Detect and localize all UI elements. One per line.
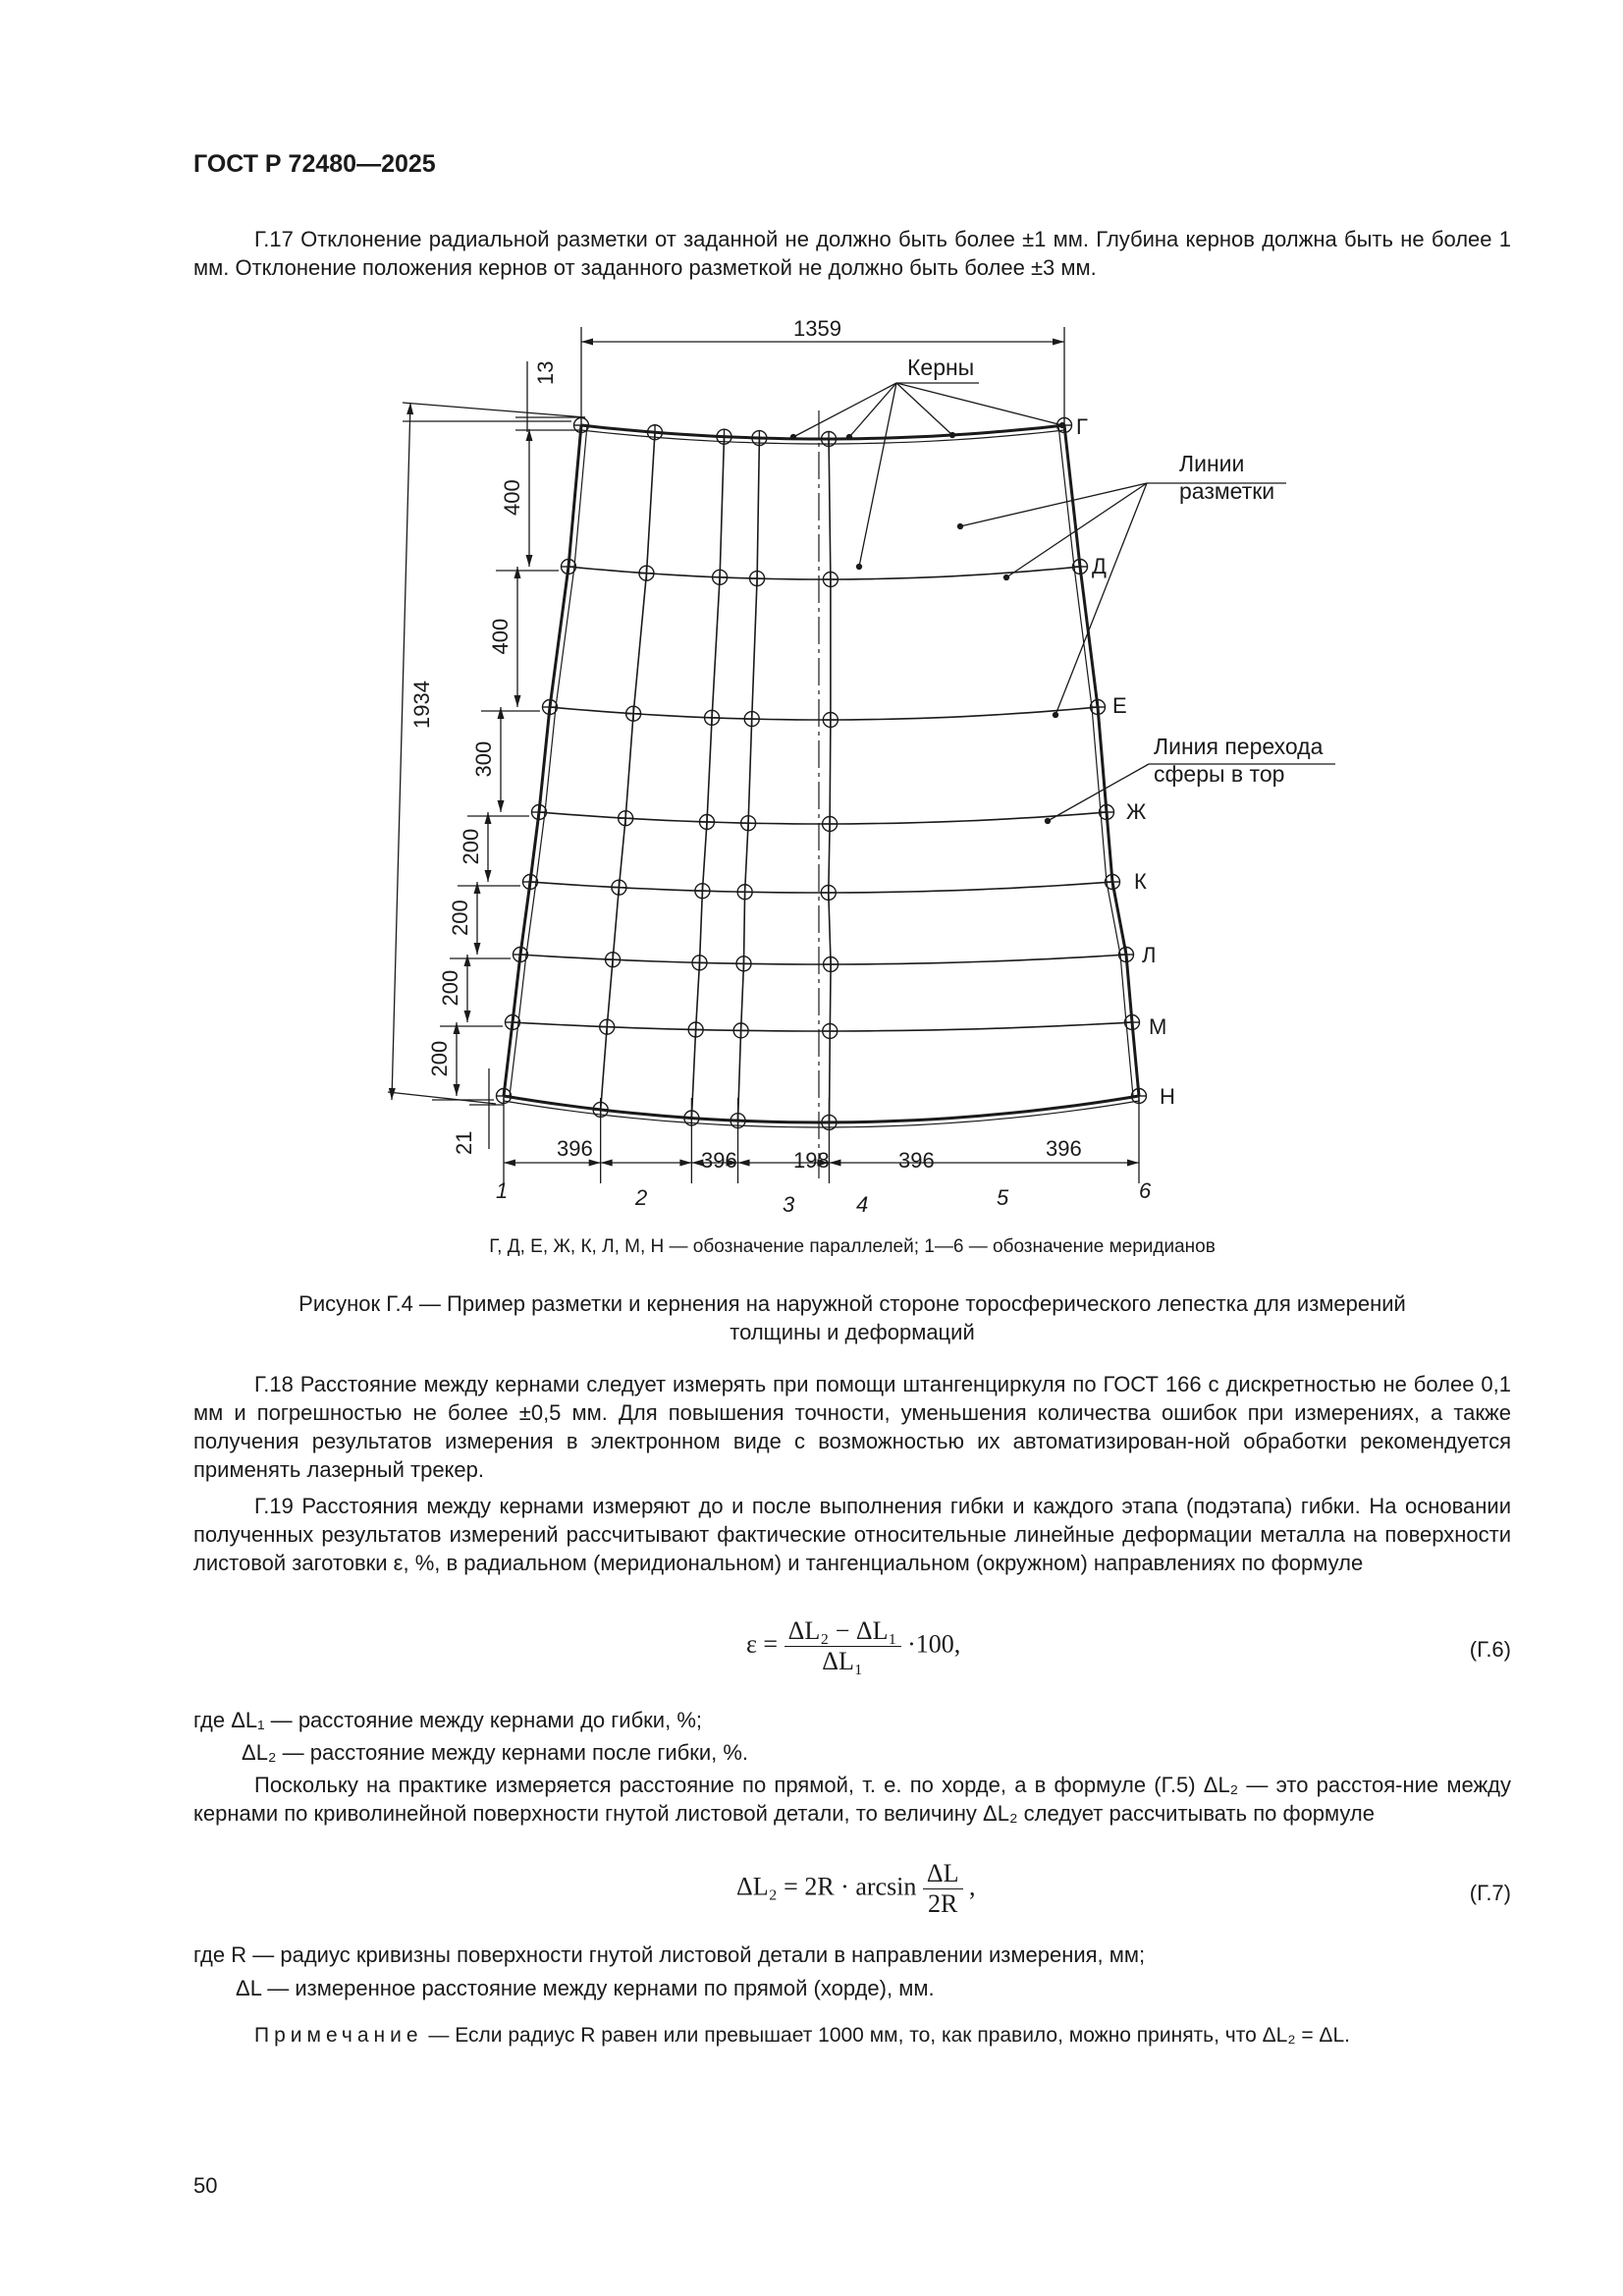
parallel-letter: Л: [1142, 943, 1157, 967]
parallel-letter: К: [1134, 869, 1147, 894]
formula-g6-tail: ·100,: [907, 1629, 961, 1659]
arrow-head: [504, 1160, 515, 1167]
formula-g6: [746, 1616, 960, 1676]
dimension-line: [392, 403, 410, 1100]
parallel-letter: М: [1149, 1014, 1167, 1039]
leader-dot: [1004, 575, 1009, 580]
arrow-head: [829, 1160, 840, 1167]
leader-line: [849, 383, 896, 437]
page-number: 50: [193, 2173, 218, 2198]
leader-dot: [791, 435, 796, 440]
leader-dot: [958, 524, 963, 529]
definition-dl2: [242, 1738, 748, 1767]
figure-caption: [193, 1289, 1511, 1346]
leader-dot: [1046, 819, 1051, 824]
arrow-head: [526, 555, 533, 567]
definition-dl-text: измеренное расстояние между кернами по прямой (хорде), мм.: [295, 1976, 935, 2000]
leader-dot: [950, 433, 955, 438]
definition-dl-lead: ΔL —: [236, 1976, 290, 2000]
leader-line: [1006, 483, 1147, 577]
dimension-vertical-segment: 400: [500, 479, 524, 516]
meridian-number: 6: [1139, 1178, 1152, 1203]
formula-g6-fraction: [784, 1616, 901, 1676]
arrow-head: [406, 403, 413, 414]
label-transition-1: Линия перехода: [1154, 734, 1324, 759]
formula-g7-fraction: [923, 1859, 963, 1919]
paragraph-chord: Поскольку на практике измеряется расстояние по прямой, т. е. по хорде, а в формуле (Г.5) ΔL₂ — это расстоя-ние между кернами по криволинейной поверхности гнутой листовой детали, то величину ΔL₂ следует рассчитывать по формуле: [193, 1773, 1511, 1826]
leader-dot: [857, 565, 862, 570]
formula-g6-lhs: ε =: [746, 1629, 779, 1659]
meridian-line: [1064, 425, 1139, 1096]
definition-dl: [236, 1974, 935, 2002]
meridian-line: [691, 437, 724, 1119]
dimension-vertical-segment: 200: [448, 900, 472, 936]
dimension-vertical-segment: 300: [471, 740, 496, 778]
arrow-head: [389, 1088, 396, 1100]
parallel-letter: Е: [1112, 693, 1127, 718]
definition-r-lead: где R —: [193, 1942, 275, 1967]
arrow-head: [514, 567, 521, 578]
meridian-line: [738, 438, 760, 1121]
note-text: — Если радиус R равен или превышает 1000 мм, то, как правило, можно принять, что ΔL₂ = ΔL.: [422, 2024, 1350, 2047]
meridian-line-outline: [510, 425, 587, 1096]
dimension-bottom-segment: 396: [701, 1148, 737, 1173]
dimension-vertical-segment: 200: [427, 1040, 452, 1077]
arrow-head: [1127, 1160, 1139, 1167]
definition-dl2-text: расстояние между кернами после гибки, %.: [309, 1740, 749, 1765]
definition-r-text: радиус кривизны поверхности гнутой листовой детали в направлении измерения, мм;: [280, 1942, 1146, 1967]
arrow-head: [498, 707, 505, 719]
formula-g7-numerator: ΔL: [923, 1859, 963, 1889]
definition-dl1-text: расстояние между кернами до гибки, %;: [298, 1708, 702, 1732]
arrow-head: [601, 1160, 613, 1167]
arrow-head: [679, 1160, 691, 1167]
label-marking-lines-1: Линии: [1179, 451, 1245, 476]
arrow-head: [464, 955, 471, 966]
meridian-number: 1: [496, 1178, 509, 1203]
leader-line: [960, 483, 1147, 526]
arrow-head: [485, 812, 492, 824]
parallel-letter: Г: [1076, 414, 1088, 439]
label-marking-lines-2: разметки: [1179, 478, 1275, 504]
meridian-number: 2: [635, 1185, 648, 1210]
formula-g7-number: (Г.7): [1469, 1881, 1511, 1905]
dimension-bottom-offset: 21: [452, 1130, 476, 1155]
meridian-line: [504, 425, 581, 1096]
label-kerny: Керны: [907, 355, 975, 380]
figure-legend: Г, Д, Е, Ж, К, Л, М, Н — обозначение параллелей; 1—6 — обозначение меридианов: [489, 1236, 1216, 1257]
meridian-line: [829, 439, 831, 1122]
figure-caption-line-2: толщины и деформаций: [730, 1320, 975, 1344]
definition-dl2-lead: ΔL₂ —: [242, 1740, 304, 1765]
dimension-total-height: 1934: [409, 681, 434, 729]
dimension-bottom-segment: 198: [793, 1148, 830, 1173]
extension-line: [403, 403, 585, 417]
formula-g7-tail: ,: [969, 1872, 976, 1901]
figure-caption-line-1: Рисунок Г.4 — Пример разметки и кернения на наружной стороне торосферического лепестка для измерений: [298, 1291, 1406, 1316]
leader-dot: [847, 435, 852, 440]
parallel-letter: Ж: [1126, 799, 1147, 824]
arrow-head: [474, 882, 481, 894]
arrow-head: [738, 1160, 750, 1167]
formula-g7: [736, 1859, 976, 1919]
arrow-head: [474, 943, 481, 955]
note-label: Примечание: [254, 2024, 423, 2047]
formula-g6-number: (Г.6): [1469, 1637, 1511, 1662]
document-code-header: ГОСТ Р 72480—2025: [193, 150, 436, 178]
leader-line: [859, 383, 896, 567]
dimension-top-width: 1359: [793, 316, 841, 341]
formula-g6-denominator: ΔL₁: [822, 1647, 863, 1675]
dimension-vertical-segment: 200: [459, 828, 483, 865]
leader-line: [896, 383, 952, 435]
formula-g7-denominator: 2R: [928, 1889, 958, 1918]
dimension-vertical-segment: 200: [438, 969, 462, 1007]
meridian-number: 3: [783, 1192, 795, 1217]
definition-r: [193, 1941, 1145, 1969]
parallel-letter: Н: [1160, 1084, 1175, 1109]
meridian-number: 4: [856, 1192, 869, 1217]
note: [193, 2021, 1511, 2050]
arrow-head: [581, 339, 593, 346]
definition-dl1-lead: где ΔL₁ —: [193, 1708, 293, 1732]
arrow-head: [485, 870, 492, 882]
formula-g6-numerator: ΔL₂ − ΔL₁: [784, 1616, 901, 1647]
dimension-bottom-segment: 396: [898, 1148, 935, 1173]
dimension-bottom-segment: 396: [1046, 1136, 1082, 1161]
arrow-head: [498, 800, 505, 812]
arrow-head: [464, 1011, 471, 1022]
arrow-head: [514, 695, 521, 707]
extension-line: [388, 1092, 496, 1104]
leader-line: [793, 383, 896, 437]
leader-line: [896, 383, 1062, 425]
paragraph-g19: Г.19 Расстояния между кернами измеряют до и после выполнения гибки и каждого этапа (подэтапа) гибки. На основании полученных результатов измерений рассчитывают фактические относительные линейные деформации металла на поверхности листовой заготовки ε, %, в радиальном (меридиональном) и тангенциальном (окружном) направлениях по формуле: [193, 1494, 1511, 1575]
meridian-line: [601, 432, 655, 1110]
arrow-head: [1053, 339, 1064, 346]
parallel-letter: Д: [1092, 554, 1107, 578]
paragraph-g18: Г.18 Расстояние между кернами следует измерять при помощи штангенциркуля по ГОСТ 166 с дискретностью не более 0,1 мм и погрешностью не более ±0,5 мм. Для повышения точности, уменьшения количества ошибок при измерениях, а также получения результатов измерения в электронном виде с возможностью их автоматизирован-ной обработки рекомендуется применять лазерный трекер.: [193, 1372, 1511, 1482]
paragraph-g17: Г.17 Отклонение радиальной разметки от заданной не должно быть более ±1 мм. Глубина кернов должна быть не более 1 мм. Отклонение положения кернов от заданного разметкой не должно быть более ±3 мм.: [193, 227, 1511, 280]
arrow-head: [454, 1022, 460, 1034]
label-transition-2: сферы в тор: [1154, 761, 1285, 787]
definition-dl1: [193, 1706, 702, 1734]
formula-g7-lhs: ΔL₂ = 2R · arcsin: [736, 1872, 917, 1901]
dimension-top-offset: 13: [533, 360, 558, 385]
dimension-vertical-segment: 400: [488, 618, 513, 655]
meridian-line-outline: [1058, 425, 1133, 1096]
meridian-number: 5: [997, 1185, 1009, 1210]
arrow-head: [454, 1084, 460, 1096]
leader-dot: [1054, 713, 1058, 718]
dimension-bottom-segment: 396: [557, 1136, 593, 1161]
